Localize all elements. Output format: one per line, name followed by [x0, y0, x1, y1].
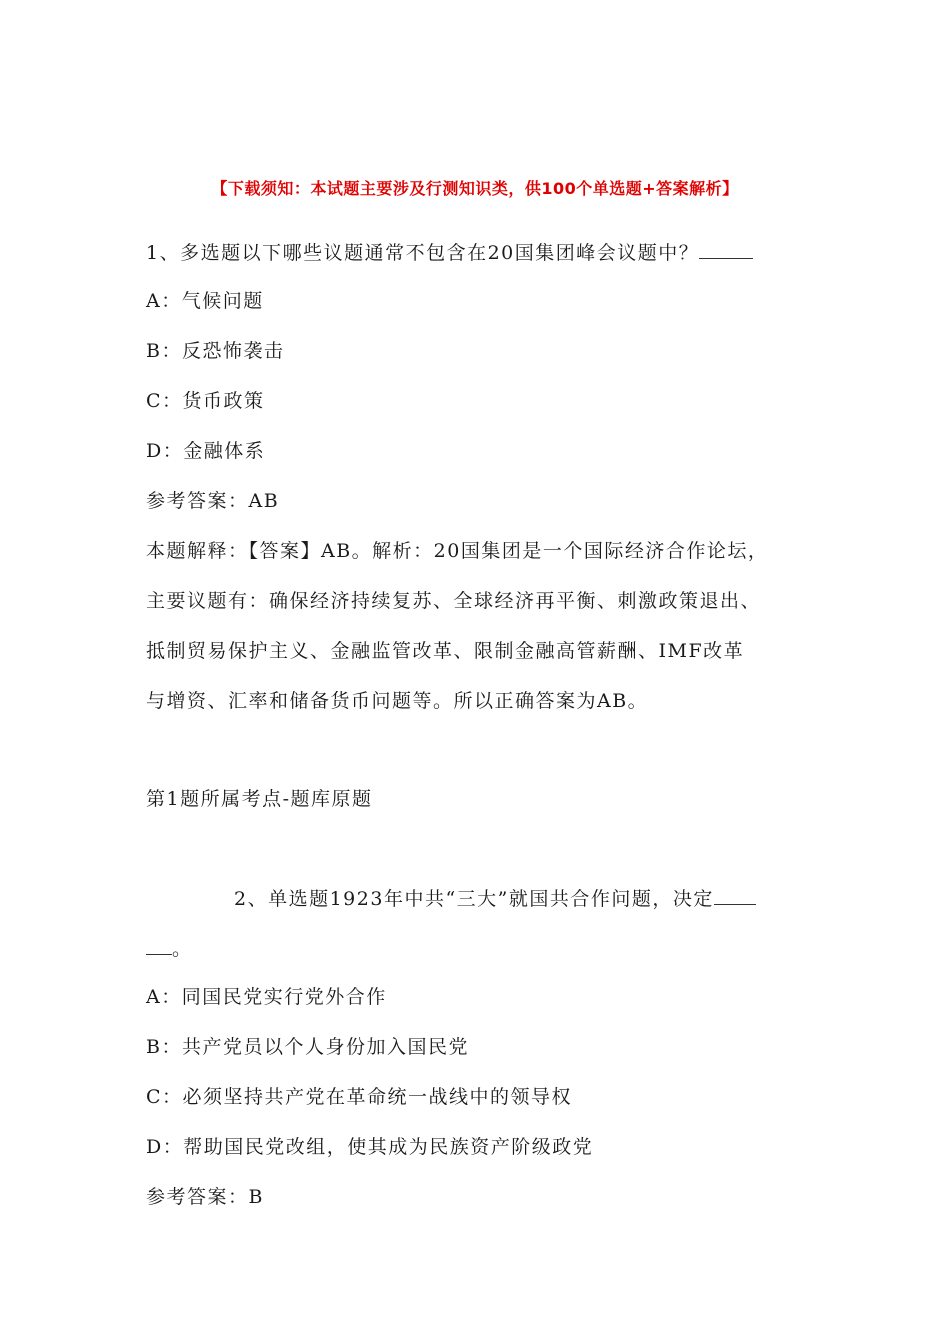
question-2-stem	[234, 884, 756, 912]
download-notice: 【下载须知：本试题主要涉及行测知识类，供100个单选题+答案解析】	[211, 179, 739, 198]
question-1-explanation-line: 抵制贸易保护主义、金融监管改革、限制金融高管薪酬、IMF改革	[146, 640, 745, 662]
question-1-stem-text: 1、多选题以下哪些议题通常不包含在20国集团峰会议题中？	[146, 242, 700, 264]
question-2-answer: 参考答案：B	[146, 1186, 264, 1208]
question-1-stem	[146, 238, 753, 266]
question-2-option-c: C：必须坚持共产党在革命统一战线中的领导权	[146, 1086, 573, 1108]
question-2-option-d: D：帮助国民党改组，使其成为民族资产阶级政党	[146, 1136, 594, 1158]
question-1-option-d: D：金融体系	[146, 440, 266, 462]
question-2-stem-tail: 。	[172, 938, 193, 960]
question-1-answer: 参考答案：AB	[146, 490, 280, 512]
question-2-option-b: B：共产党员以个人身份加入国民党	[146, 1036, 469, 1058]
answer-blank	[699, 238, 753, 259]
question-1-explanation-line: 本题解释：【答案】AB。解析：20国集团是一个国际经济合作论坛，	[146, 540, 769, 562]
question-2-stem-text: 2、单选题1923年中共“三大”就国共合作问题，决定	[234, 888, 714, 910]
question-2-stem-continued	[146, 934, 193, 962]
answer-blank	[714, 884, 756, 905]
answer-blank	[146, 934, 172, 955]
question-1-topic: 第1题所属考点-题库原题	[146, 788, 373, 810]
question-1-option-b: B：反恐怖袭击	[146, 340, 285, 362]
question-2-option-a: A：同国民党实行党外合作	[146, 986, 387, 1008]
question-1-explanation-line: 与增资、汇率和储备货币问题等。所以正确答案为AB。	[146, 690, 649, 712]
question-1-option-c: C：货币政策	[146, 390, 265, 412]
question-1-explanation-line: 主要议题有：确保经济持续复苏、全球经济再平衡、刺激政策退出、	[146, 590, 762, 612]
question-1-option-a: A：气候问题	[146, 290, 264, 312]
